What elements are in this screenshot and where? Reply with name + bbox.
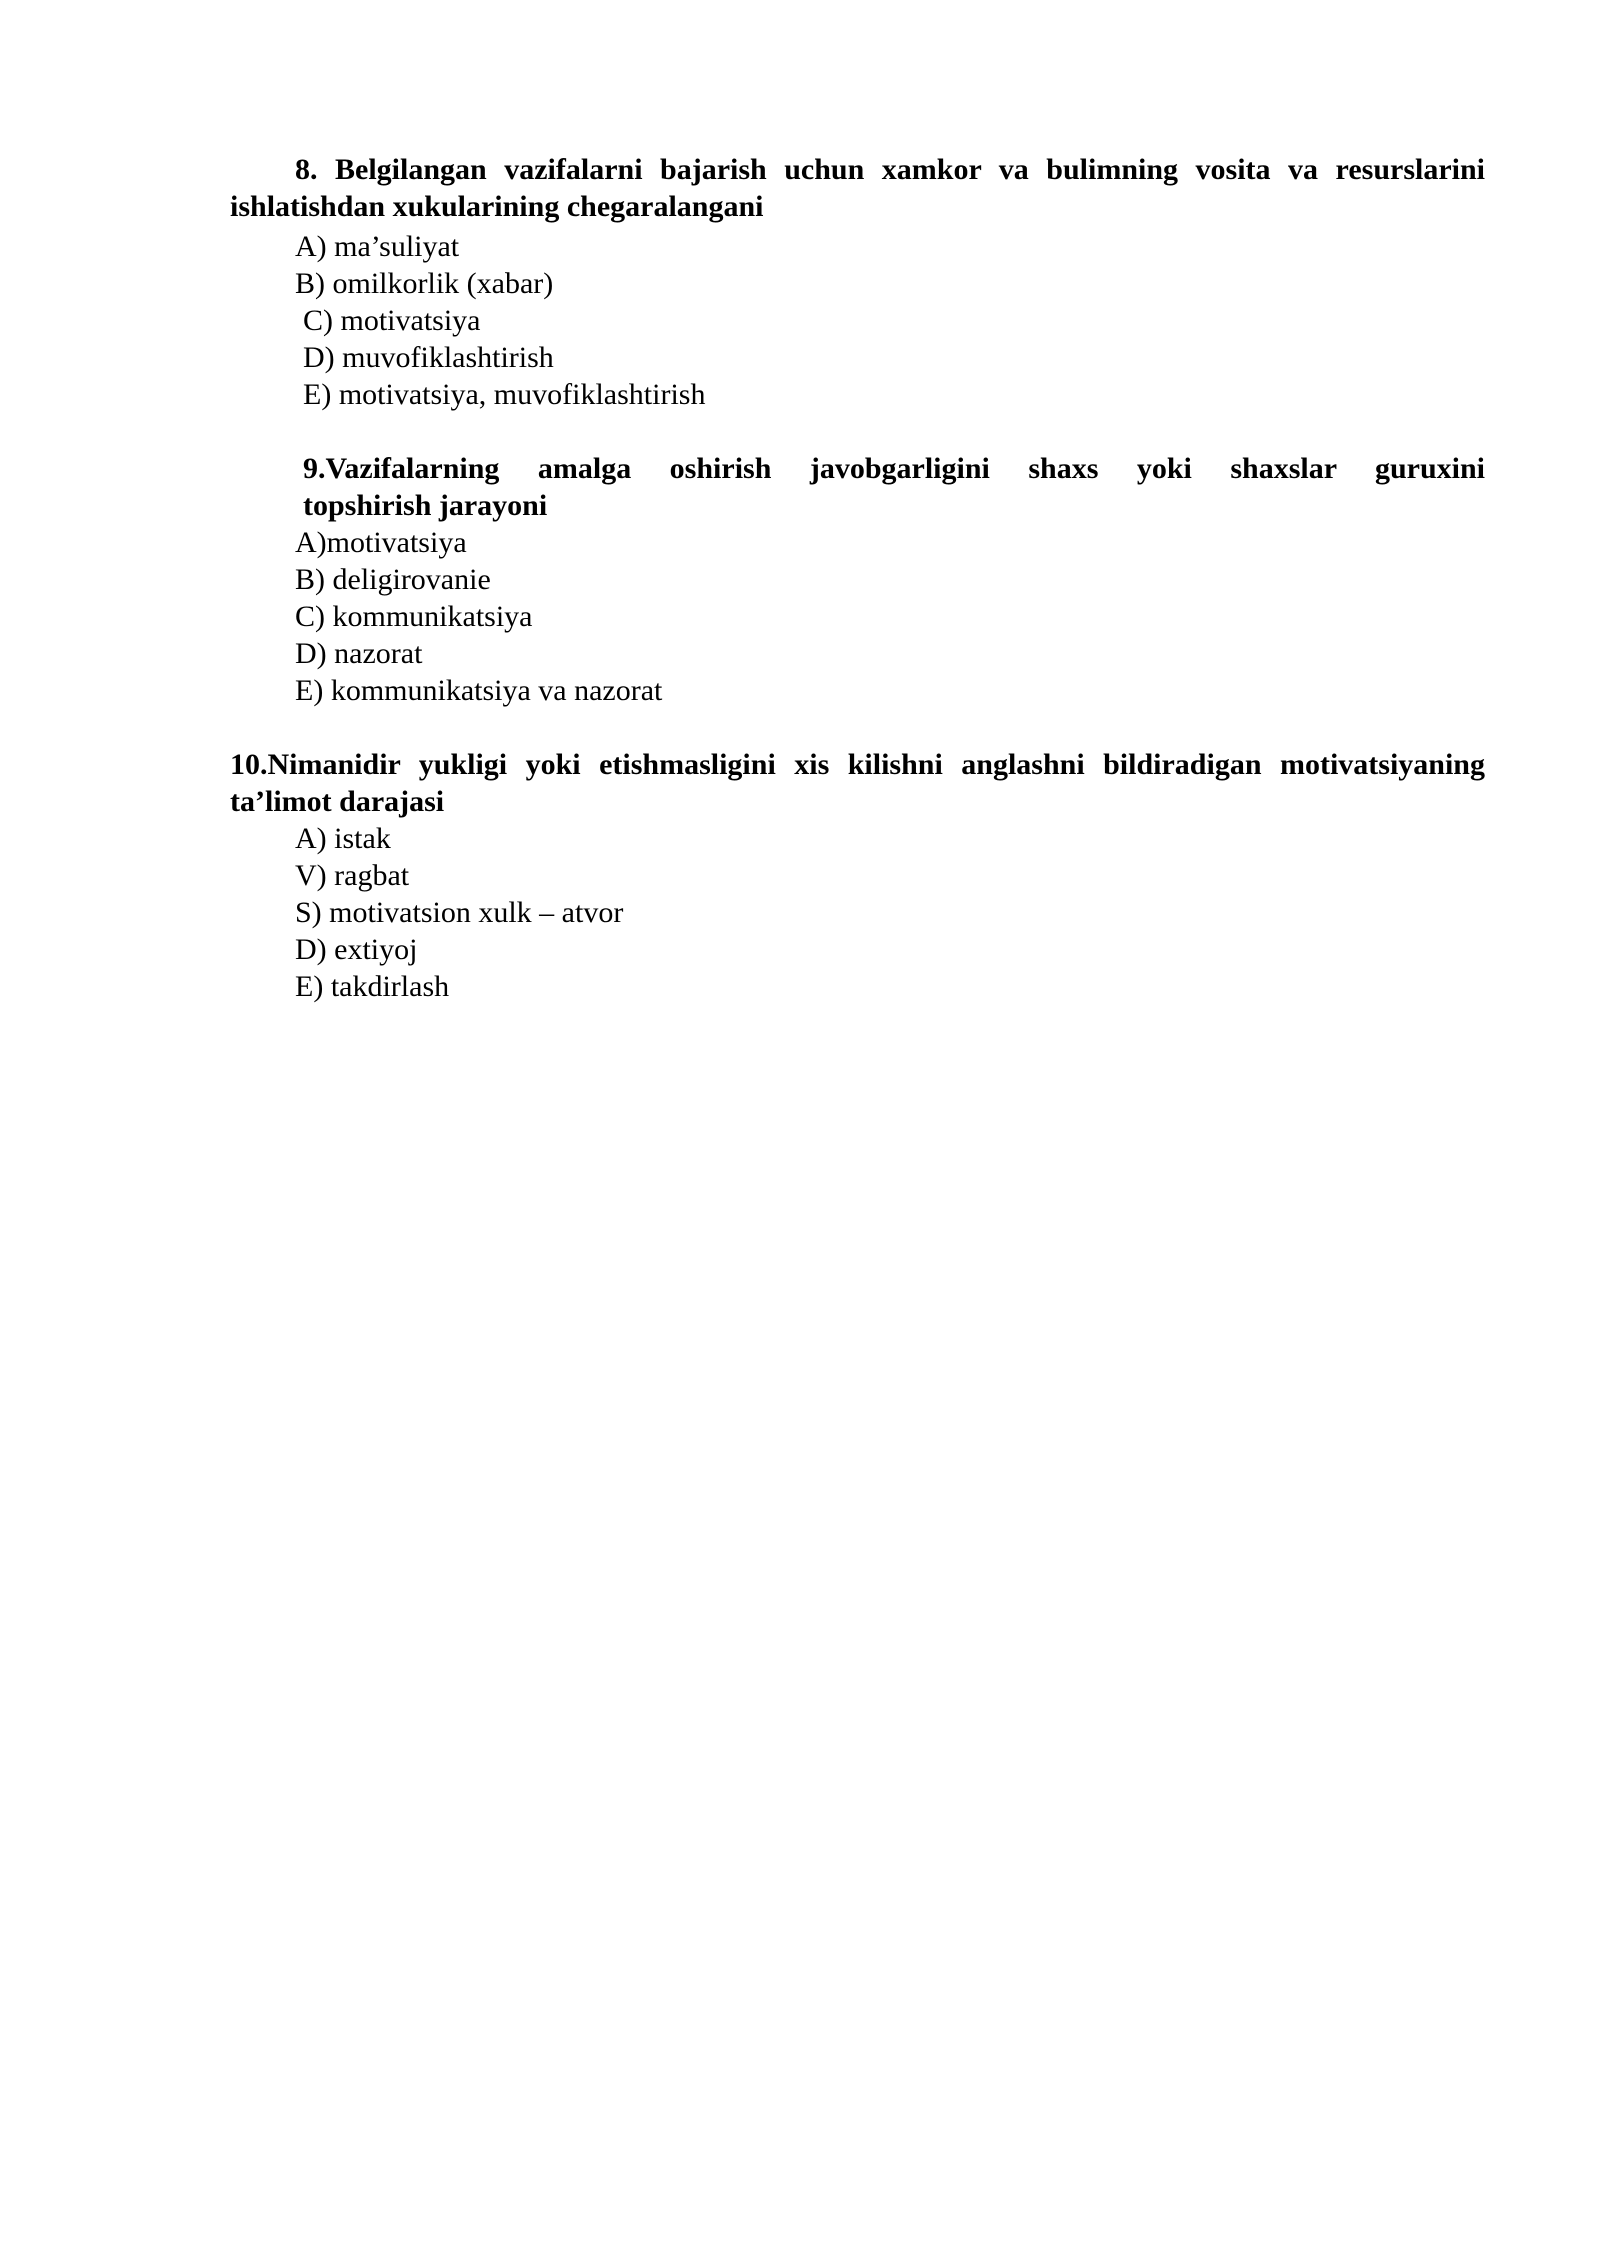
answer-option: E) kommunikatsiya va nazorat bbox=[295, 674, 663, 707]
question-line: ta’limot darajasi bbox=[230, 785, 445, 818]
question-9-title bbox=[303, 450, 1485, 524]
question-line: 10.Nimanidir yukligi yoki etishmasligini xis kilishni anglashni bildiradigan motivatsiyaning bbox=[230, 748, 1485, 781]
answer-option: C) kommunikatsiya bbox=[295, 600, 533, 633]
answer-option: A) istak bbox=[295, 822, 391, 855]
question-8-title bbox=[230, 151, 1485, 225]
answer-option: D) muvofiklashtirish bbox=[303, 341, 554, 374]
answer-option: E) takdirlash bbox=[295, 970, 450, 1003]
answer-option: E) motivatsiya, muvofiklashtirish bbox=[303, 378, 706, 411]
question-10-title bbox=[230, 746, 1485, 820]
question-line: topshirish jarayoni bbox=[303, 489, 548, 522]
answer-option: D) nazorat bbox=[295, 637, 423, 670]
answer-option: V) ragbat bbox=[295, 859, 410, 892]
answer-option: B) omilkorlik (xabar) bbox=[295, 267, 554, 300]
answer-option: S) motivatsion xulk – atvor bbox=[295, 896, 624, 929]
answer-option: A)motivatsiya bbox=[295, 526, 467, 559]
answer-option: B) deligirovanie bbox=[295, 563, 491, 596]
question-line: 9.Vazifalarning amalga oshirish javobgarligini shaxs yoki shaxslar guruxini bbox=[303, 452, 1485, 485]
question-line: ishlatishdan xukularining chegaralangani bbox=[230, 190, 764, 223]
answer-option: C) motivatsiya bbox=[303, 304, 481, 337]
answer-option: D) extiyoj bbox=[295, 933, 418, 966]
answer-option: A) ma’suliyat bbox=[295, 230, 460, 263]
question-line: 8. Belgilangan vazifalarni bajarish uchun xamkor va bulimning vosita va resurslarini bbox=[295, 153, 1485, 186]
